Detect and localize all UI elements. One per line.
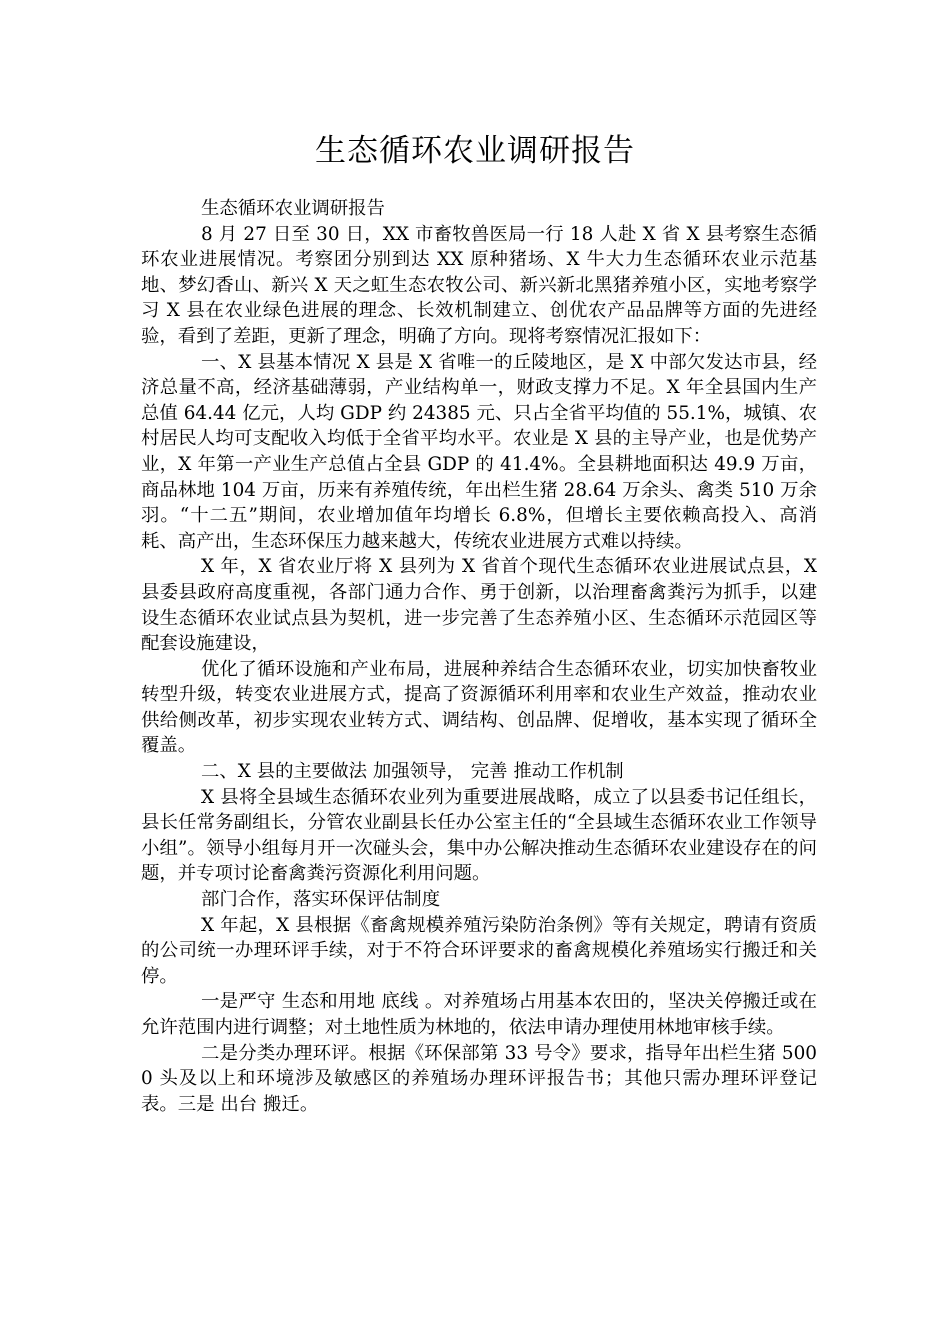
- paragraph: 二是分类办理环评。根据《环保部第 33 号令》要求，指导年出栏生猪 5000 头及以上和环境涉及敏感区的养殖场办理环评报告书；其他只需办理环评登记表。三是 出台 搬迁。: [141, 1042, 817, 1115]
- paragraph: 一是严守 生态和用地 底线 。对养殖场占用基本农田的，坚决关停搬迁或在允许范围内进行调整；对土地性质为林地的，依法申请办理使用林地审核手续。: [141, 991, 817, 1038]
- paragraph: 8 月 27 日至 30 日，XX 市畜牧兽医局一行 18 人赴 X 省 X 县考察生态循环农业进展情况。考察团分别到达 XX 原种猪场、X 牛大力生态循环农业示范基地、梦幻香山、新兴 X 天之虹生态农牧公司、新兴新北黑猪养殖小区，实地考察学习 X 县在农业绿色进展的理念、长效机制建立、创优农产品品牌等方面的先进经验，看到了差距，更新了理念，明确了方向。现将考察情况汇报如下：: [141, 223, 817, 347]
- paragraph: X 年起，X 县根据《畜禽规模养殖污染防治条例》等有关规定，聘请有资质的公司统一办理环评手续，对于不符合环评要求的畜禽规模化养殖场实行搬迁和关停。: [141, 914, 817, 987]
- section-heading: 二、X 县的主要做法 加强领导， 完善 推动工作机制: [201, 761, 624, 783]
- section-heading: 部门合作，落实环保评估制度: [201, 889, 441, 911]
- paragraph: 生态循环农业调研报告: [201, 198, 385, 219]
- document-title: 生态循环农业调研报告: [315, 133, 635, 169]
- document-body: [141, 196, 817, 1117]
- paragraph: 一、X 县基本情况 X 县是 X 省唯一的丘陵地区，是 X 中部欠发达市县，经济总量不高，经济基础薄弱，产业结构单一，财政支撑力不足。X 年全县国内生产总值 64.44 亿元，人均 GDP 约 24385 元、只占全省平均值的 55.1%，城镇、农村居民人均可支配收入均低于全省平均水平。农业是 X 县的主导产业，也是优势产业，X 年第一产业生产总值占全县 GDP 的 41.4%。全县耕地面积达 49.9 万亩，商品林地 104 万亩，历来有养殖传统，年出栏生猪 28.64 万余头、禽类 510 万余羽。“十二五”期间，农业增加值年均增长 6.8%，但增长主要依赖高投入、高消耗、高产出，生态环保压力越来越大，传统农业进展方式难以持续。: [141, 351, 817, 552]
- paragraph: 优化了循环设施和产业布局，进展种养结合生态循环农业，切实加快畜牧业转型升级，转变农业进展方式，提高了资源循环利用率和农业生产效益，推动农业供给侧改革，初步实现农业转方式、调结构、创品牌、促增收，基本实现了循环全覆盖。: [141, 658, 817, 757]
- paragraph: X 县将全县域生态循环农业列为重要进展战略，成立了以县委书记任组长，县长任常务副组长，分管农业副县长任办公室主任的“全县域生态循环农业工作领导小组”。领导小组每月开一次碰头会，集中办公解决推动生态循环农业建设存在的问题，并专项讨论畜禽粪污资源化利用问题。: [141, 786, 817, 885]
- paragraph: X 年，X 省农业厅将 X 县列为 X 省首个现代生态循环农业进展试点县，X 县委县政府高度重视，各部门通力合作、勇于创新，以治理畜禽粪污为抓手，以建设生态循环农业试点县为契机，进一步完善了生态养殖小区、生态循环示范园区等配套设施建设，: [141, 556, 817, 655]
